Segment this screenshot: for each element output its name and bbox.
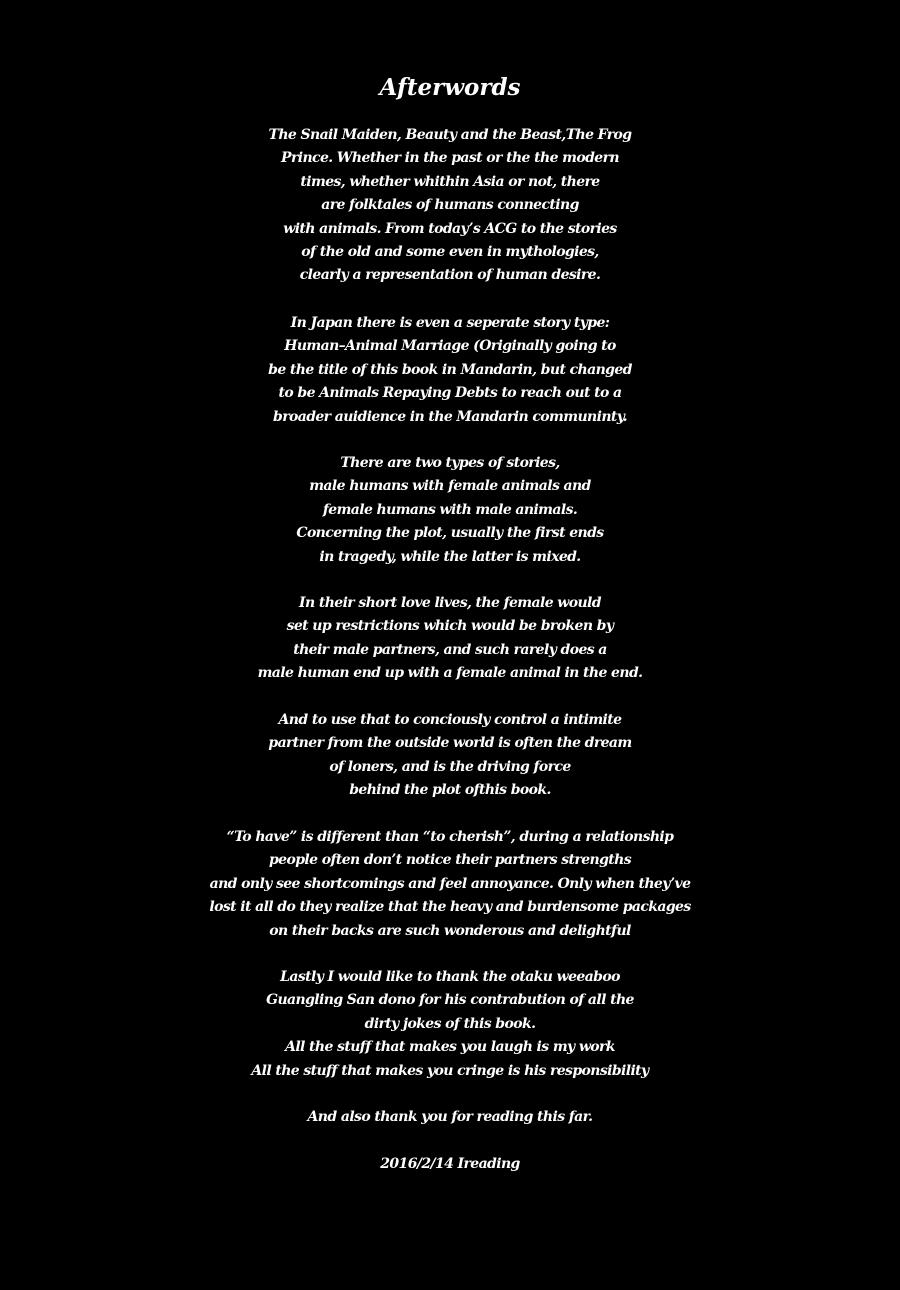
text-line: Concerning the plot, usually the first ends bbox=[296, 525, 604, 542]
text-line: be the title of this book in Mandarin, but changed bbox=[268, 361, 632, 378]
text-line: All the stuff that makes you cringe is his responsibility bbox=[251, 1062, 649, 1079]
text-line: In Japan there is even a seperate story type: bbox=[290, 315, 610, 331]
text-line: of loners, and is the driving force bbox=[329, 758, 571, 775]
paragraph-to-have bbox=[0, 826, 900, 943]
text-line: behind the plot ofthis book. bbox=[349, 782, 551, 799]
text-line: with animals. From today’s ACG to the stories bbox=[283, 220, 617, 237]
text-line: lost it all do they realize that the heavy and burdensome packages bbox=[209, 899, 691, 916]
paragraph-folktales bbox=[0, 124, 900, 288]
text-line: Prince. Whether in the past or the the modern bbox=[281, 150, 619, 167]
text-line: male humans with female animals and bbox=[309, 478, 591, 495]
text-line: Guangling San dono for his contrabution of all the bbox=[266, 992, 634, 1009]
paragraph-reader-thanks bbox=[0, 1106, 900, 1129]
text-line: and only see shortcomings and feel annoyance. Only when they’ve bbox=[209, 875, 691, 892]
text-line: dirty jokes of this book. bbox=[364, 1015, 536, 1032]
text-line: “To have” is different than “to cherish”, during a relationship bbox=[226, 829, 674, 845]
text-line: to be Animals Repaying Debts to reach out to a bbox=[278, 385, 622, 402]
text-line: female humans with male animals. bbox=[322, 501, 578, 518]
text-line: set up restrictions which would be broken by bbox=[286, 618, 614, 635]
text-line: All the stuff that makes you laugh is my work bbox=[285, 1039, 615, 1056]
paragraph-thanks bbox=[0, 966, 900, 1083]
text-line: In their short love lives, the female would bbox=[299, 595, 601, 611]
paragraph-control bbox=[0, 709, 900, 803]
page-title: Afterwords bbox=[379, 74, 521, 101]
text-line: on their backs are such wonderous and delightful bbox=[269, 922, 631, 939]
text-line: their male partners, and such rarely does a bbox=[293, 641, 607, 658]
text-line: clearly a representation of human desire. bbox=[299, 267, 601, 284]
paragraph-love-lives bbox=[0, 592, 900, 686]
text-line: times, whether whithin Asia or not, there bbox=[300, 173, 600, 190]
text-line: 2016/2/14 Ireading bbox=[380, 1156, 520, 1172]
text-line: And to use that to conciously control a intimite bbox=[278, 712, 622, 728]
paragraph-story-types bbox=[0, 452, 900, 569]
signature-date bbox=[0, 1153, 900, 1176]
text-line: in tragedy, while the latter is mixed. bbox=[319, 548, 581, 565]
text-line: people often don’t notice their partners strengths bbox=[268, 852, 631, 869]
text-line: There are two types of stories, bbox=[340, 455, 560, 471]
text-line: broader auidience in the Mandarin communinty. bbox=[273, 408, 627, 425]
text-line: male human end up with a female animal in the end. bbox=[257, 665, 643, 682]
text-line: Lastly I would like to thank the otaku weeaboo bbox=[280, 969, 620, 985]
text-line: Human–Animal Marriage (Originally going to bbox=[284, 338, 616, 355]
text-line: And also thank you for reading this far. bbox=[307, 1109, 593, 1125]
text-line: The Snail Maiden, Beauty and the Beast,The Frog bbox=[268, 127, 632, 143]
paragraph-japan bbox=[0, 312, 900, 429]
text-line: partner from the outside world is often the dream bbox=[268, 735, 632, 752]
text-line: are folktales of humans connecting bbox=[321, 197, 579, 214]
text-line: of the old and some even in mythologies, bbox=[301, 244, 599, 261]
